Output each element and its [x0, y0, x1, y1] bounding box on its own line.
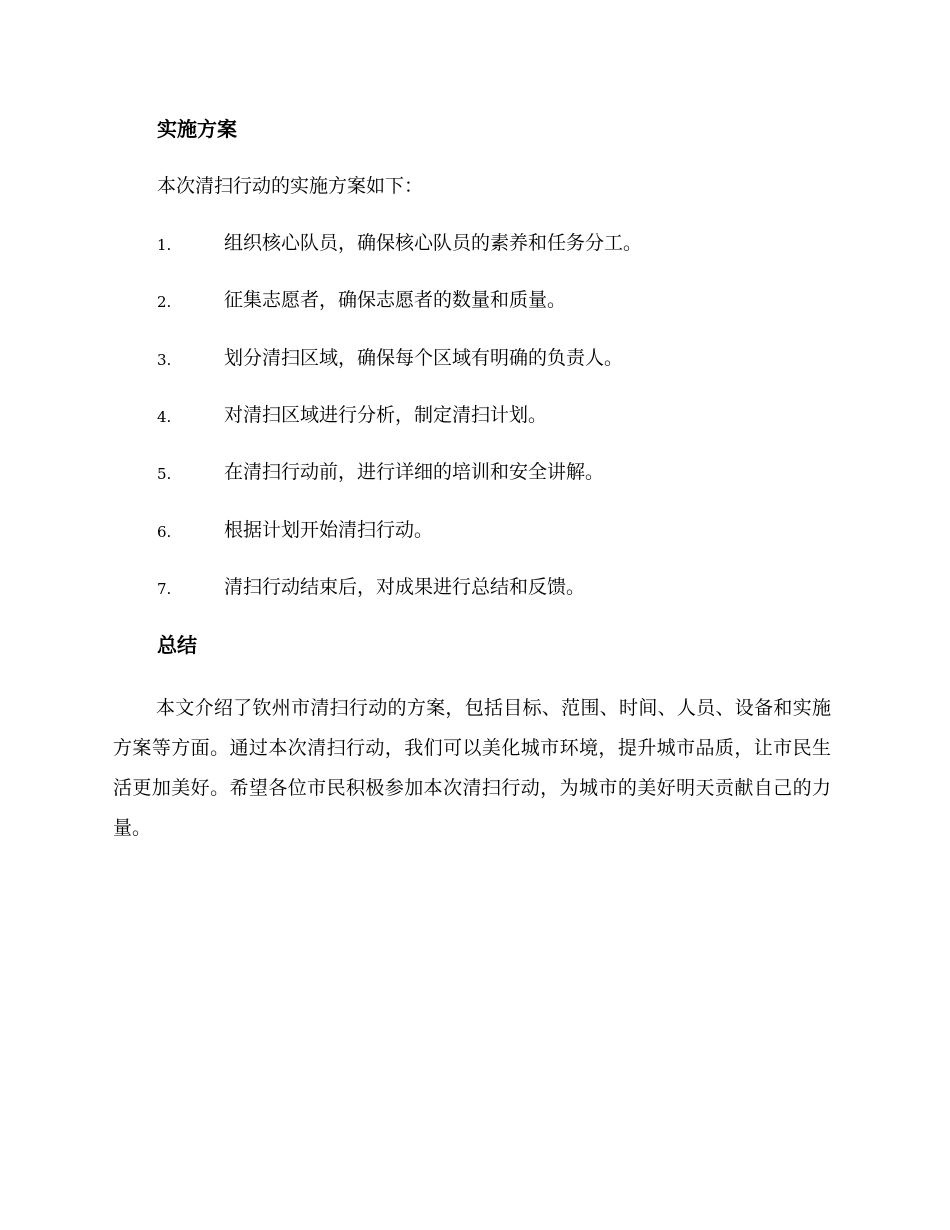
list-item-text: 对清扫区域进行分析，制定清扫计划。 — [224, 404, 548, 426]
list-item-number: 3. — [157, 351, 172, 369]
list-item-text: 征集志愿者，确保志愿者的数量和质量。 — [224, 289, 567, 311]
list-item — [0, 401, 950, 429]
summary-paragraph: 本文介绍了钦州市清扫行动的方案，包括目标、范围、时间、人员、设备和实施方案等方面。通过本次清扫行动，我们可以美化城市环境，提升城市品质，让市民生活更加美好。希望各位市民积极参加本次清扫行动，为城市的美好明天贡献自己的力量。 — [113, 697, 831, 839]
list-item-text: 根据计划开始清扫行动。 — [224, 519, 434, 541]
list-item-text: 划分清扫区域，确保每个区域有明确的负责人。 — [224, 347, 624, 369]
list-item — [0, 286, 950, 314]
list-item — [0, 229, 950, 257]
list-item — [0, 573, 950, 601]
list-item — [0, 516, 950, 544]
list-item-number: 6. — [157, 523, 172, 541]
list-item-text: 清扫行动结束后，对成果进行总结和反馈。 — [224, 576, 586, 598]
list-item-number: 4. — [157, 408, 172, 426]
list-item-text: 组织核心队员，确保核心队员的素养和任务分工。 — [224, 232, 643, 254]
list-item-number: 7. — [157, 580, 172, 598]
list-item-number: 2. — [157, 293, 172, 311]
section-heading-summary: 总结 — [157, 633, 197, 657]
list-item-number: 1. — [157, 236, 172, 254]
list-item-text: 在清扫行动前，进行详细的培训和安全讲解。 — [224, 461, 605, 483]
list-item — [0, 344, 950, 372]
plan-intro: 本次清扫行动的实施方案如下： — [157, 175, 424, 197]
list-item-number: 5. — [157, 465, 172, 483]
list-item — [0, 458, 950, 486]
section-heading-plan: 实施方案 — [157, 117, 237, 141]
